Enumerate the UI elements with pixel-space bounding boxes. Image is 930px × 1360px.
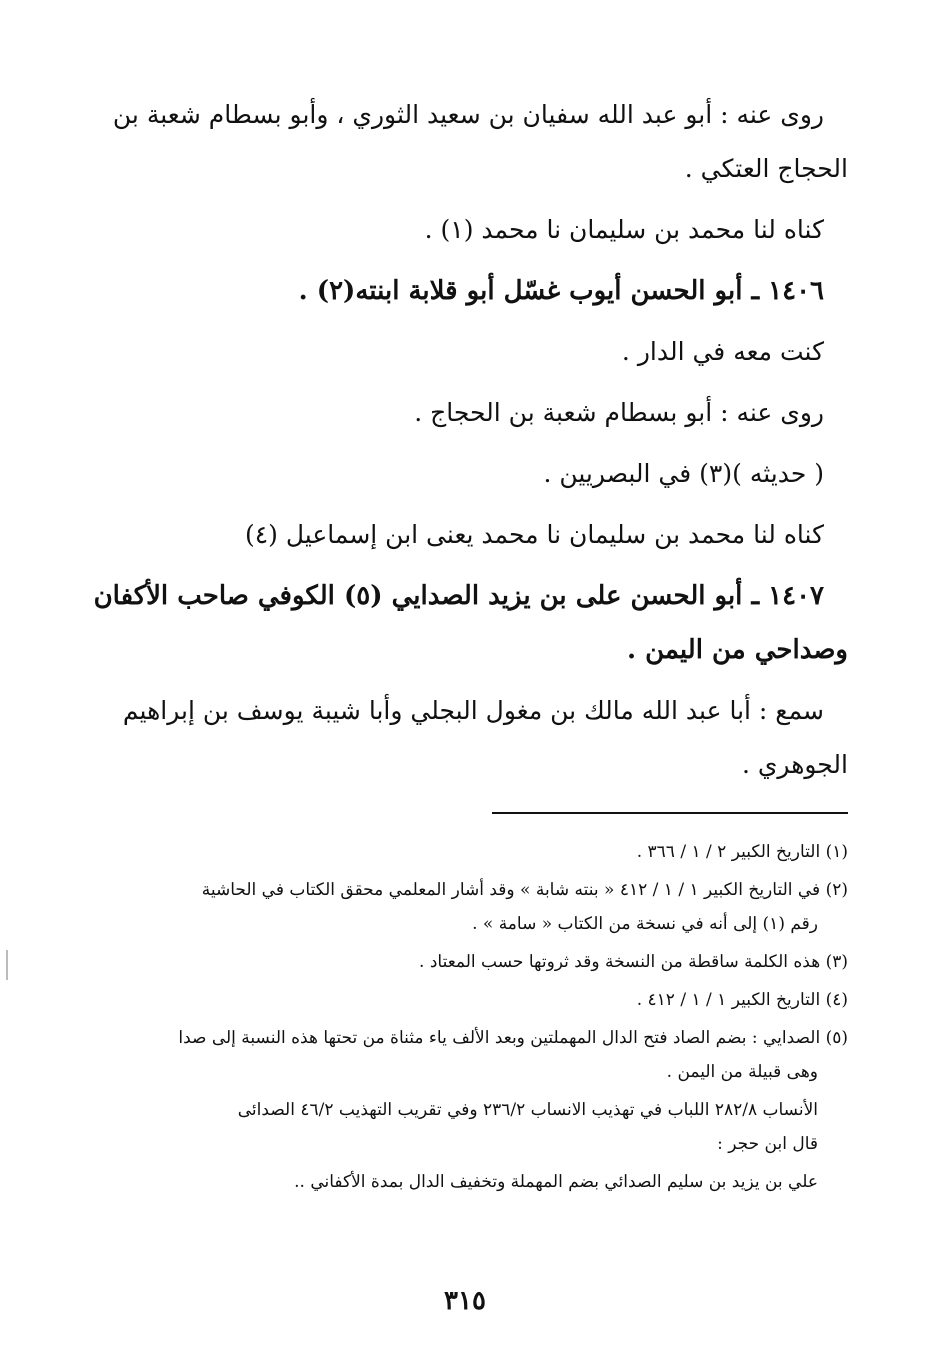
footnote-2 [108, 873, 848, 941]
footnote-3 [108, 945, 848, 979]
paragraph-narrated-by [110, 386, 848, 440]
footnote-line: وهى قبيلة من اليمن . [666, 1062, 818, 1082]
text-line: ( حديثه )(٣) في البصريين . [543, 459, 824, 488]
footnote-line: (١) التاريخ الكبير ٢ / ١ / ٣٦٦ . [636, 842, 848, 862]
entry-title-cont: وصداحي من اليمن . [627, 635, 848, 665]
footnote-5-quote [108, 1165, 848, 1199]
paragraph-heard [110, 684, 848, 792]
paragraph-kunya [110, 203, 848, 257]
footnote-line: (٣) هذه الكلمة ساقطة من النسخة وقد ثروتها حسب المعتاد . [419, 952, 848, 972]
footnote-line: رقم (١) إلى أنه في نسخة من الكتاب « سامة » . [472, 914, 818, 934]
text-line: الجوهري . [741, 750, 848, 779]
paragraph-narrators [110, 88, 848, 196]
margin-mark [6, 950, 8, 980]
footnote-5-sources [108, 1093, 848, 1161]
footnote-5 [108, 1021, 848, 1089]
footnote-4 [108, 983, 848, 1017]
footnote-divider [492, 812, 848, 814]
text-line: روى عنه : أبو بسطام شعبة بن الحجاج . [414, 398, 824, 427]
footnotes [108, 835, 848, 1203]
footnote-line: (٢) في التاريخ الكبير ١ / ١ / ٤١٢ « بنته شابة » وقد أشار المعلمي محقق الكتاب في الحاشية [201, 880, 848, 900]
text-line: سمع : أبا عبد الله مالك بن مغول البجلي وأبا شيبة يوسف بن إبراهيم [122, 696, 824, 725]
footnote-1 [108, 835, 848, 869]
footnote-line: الأنساب ٢٨٢/٨ اللباب في تهذيب الانساب ٢٣٦/٢ وفي تقريب التهذيب ٤٦/٢ الصدائى [237, 1100, 818, 1120]
paragraph-hadith [110, 447, 848, 501]
entry-title: ١٤٠٦ ـ أبو الحسن أيوب غسّل أبو قلابة ابنته(٢) . [298, 276, 824, 306]
text-line: كناه لنا محمد بن سليمان نا محمد يعنى ابن إسماعيل (٤) [244, 520, 824, 549]
paragraph-house [110, 325, 848, 379]
footnote-line: قال ابن حجر : [717, 1134, 818, 1154]
entry-heading-1406 [110, 264, 848, 318]
footnote-line: (٥) الصدايي : بضم الصاد فتح الدال المهملتين وبعد الألف ياء مثناة من تحتها هذه النسبة إلى صدا [178, 1028, 848, 1048]
paragraph-kunya-2 [110, 508, 848, 562]
text-line: كناه لنا محمد بن سليمان نا محمد (١) . [424, 215, 824, 244]
text-line: روى عنه : أبو عبد الله سفيان بن سعيد الثوري ، وأبو بسطام شعبة بن [112, 100, 824, 129]
entry-title: ١٤٠٧ ـ أبو الحسن على بن يزيد الصدايي (٥) الكوفي صاحب الأكفان [93, 581, 824, 611]
entry-heading-1407 [93, 569, 848, 677]
page-number: ٣١٥ [444, 1286, 486, 1316]
footnote-line: علي بن يزيد بن سليم الصدائي بضم المهملة وتخفيف الدال بمدة الأكفاني .. [294, 1172, 818, 1192]
footnote-line: (٤) التاريخ الكبير ١ / ١ / ٤١٢ . [636, 990, 848, 1010]
text-line: الحجاج العتكي . [684, 154, 848, 183]
text-line: كنت معه في الدار . [621, 337, 824, 366]
main-text [93, 88, 848, 799]
